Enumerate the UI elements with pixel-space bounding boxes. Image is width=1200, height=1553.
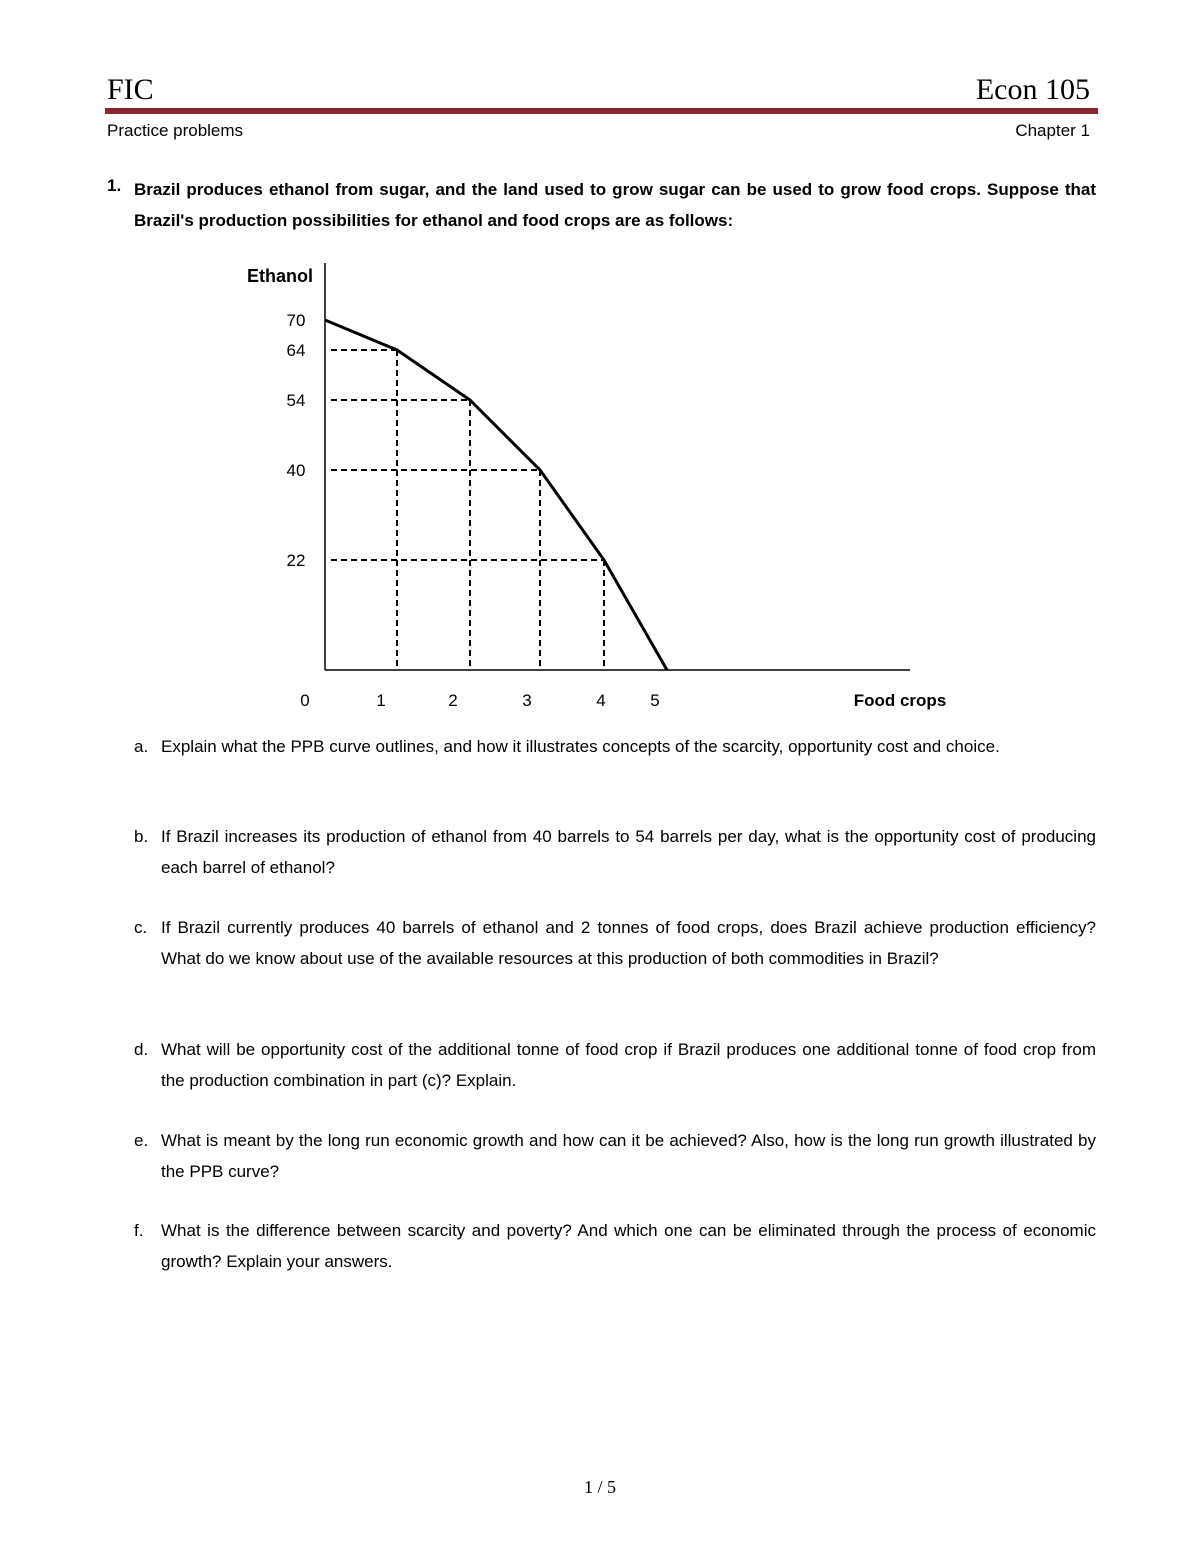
sub-question-letter: b. xyxy=(134,827,149,846)
x-tick-labels xyxy=(300,691,659,710)
ppf-curve xyxy=(325,320,667,670)
ppf-chart xyxy=(0,0,1200,730)
sub-question-letter: d. xyxy=(134,1040,149,1059)
x-tick-label: 4 xyxy=(596,691,606,710)
sub-question-e xyxy=(134,1125,1096,1187)
sub-question-letter: e. xyxy=(134,1131,149,1150)
page-number: 1 / 5 xyxy=(583,1477,616,1497)
sub-question-letter: f. xyxy=(134,1221,144,1240)
y-tick-label: 70 xyxy=(286,311,306,330)
sub-question-a xyxy=(134,731,1096,762)
y-tick-label: 40 xyxy=(286,461,306,480)
x-axis-label: Food crops xyxy=(853,691,947,710)
sub-question-letter: c. xyxy=(134,918,148,937)
header-course-code: Econ 105 xyxy=(975,73,1090,106)
sub-question-text: If Brazil increases its production of ethanol from 40 barrels to 54 barrels per day, what is the opportunity cost of producing each barrel of ethanol? xyxy=(161,827,1096,877)
sub-question-d xyxy=(134,1034,1096,1096)
y-tick-label: 64 xyxy=(286,341,306,360)
sub-question-text: What will be opportunity cost of the additional tonne of food crop if Brazil produces one additional tonne of food crop from the production combination in part (c)? Explain. xyxy=(161,1040,1096,1090)
sub-question-c xyxy=(134,912,1096,974)
y-tick-labels xyxy=(287,311,306,570)
sub-question-text: If Brazil currently produces 40 barrels of ethanol and 2 tonnes of food crops, does Brazil achieve production efficiency? What do we know about use of the available resources at this production of both commodities in Brazil? xyxy=(161,918,1096,968)
x-tick-label: 5 xyxy=(650,691,660,710)
sub-question-text: What is the difference between scarcity and poverty? And which one can be eliminated through the process of economic growth? Explain your answers. xyxy=(161,1221,1096,1271)
header-chapter: Chapter 1 xyxy=(1015,121,1090,140)
x-tick-label: 2 xyxy=(448,691,458,710)
sub-question-f xyxy=(134,1215,1096,1277)
x-tick-label: 1 xyxy=(376,691,386,710)
sub-question-b xyxy=(134,821,1096,883)
sub-question-letter: a. xyxy=(134,737,149,756)
header-subtitle: Practice problems xyxy=(107,121,244,140)
y-tick-label: 54 xyxy=(286,391,306,410)
sub-question-text: What is meant by the long run economic growth and how can it be achieved? Also, how is the long run growth illustrated by the PPB curve? xyxy=(161,1131,1096,1181)
x-tick-label: 0 xyxy=(300,691,310,710)
header-course-org: FIC xyxy=(107,73,154,106)
y-axis-label: Ethanol xyxy=(247,266,313,286)
sub-question-text: Explain what the PPB curve outlines, and how it illustrates concepts of the scarcity, opportunity cost and choice. xyxy=(161,737,1000,756)
question-number: 1. xyxy=(107,176,122,195)
y-tick-label: 22 xyxy=(286,551,306,570)
question-text: Brazil produces ethanol from sugar, and the land used to grow sugar can be used to grow food crops. Suppose that Brazil's production possibilities for ethanol and food crops are as follows: xyxy=(134,180,1096,230)
x-tick-label: 3 xyxy=(522,691,532,710)
